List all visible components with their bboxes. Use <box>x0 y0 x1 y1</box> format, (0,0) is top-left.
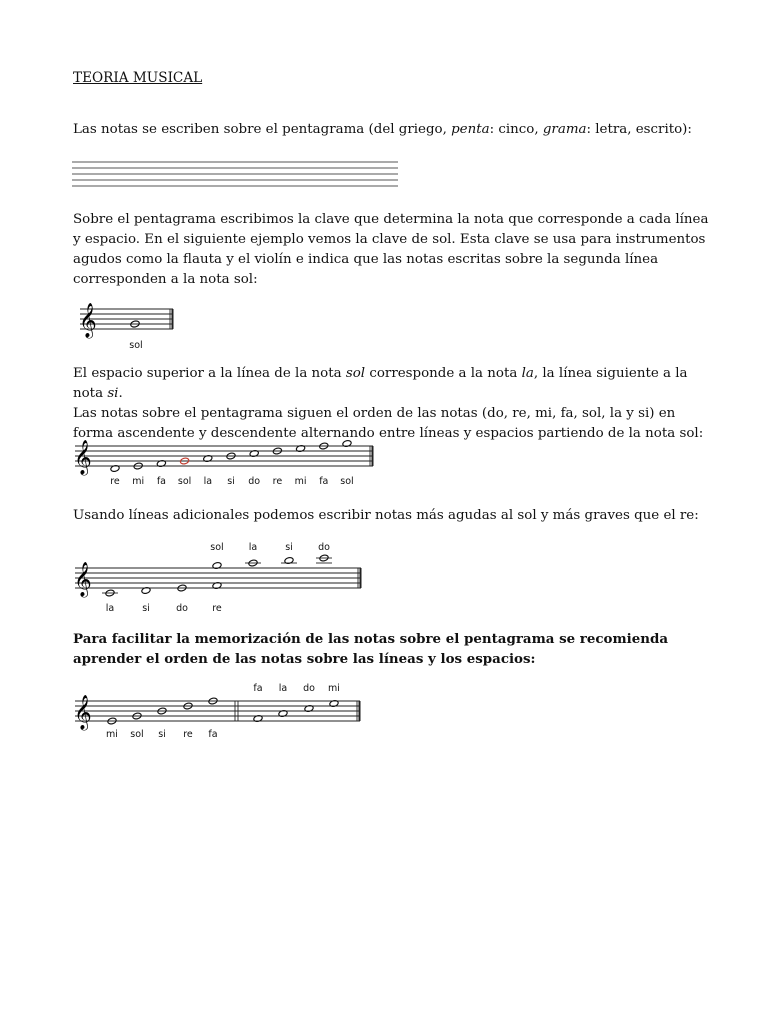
note-la <box>248 559 258 567</box>
treble-clef-icon: 𝄞 <box>79 303 97 338</box>
note-fa <box>253 715 263 723</box>
note-label: re <box>183 729 193 740</box>
note-si <box>157 707 167 715</box>
note-label: do <box>248 476 261 487</box>
note-label: fa <box>319 476 329 487</box>
note-si <box>226 452 236 460</box>
note-label: la <box>248 542 258 553</box>
note-label: re <box>212 603 222 614</box>
note-si <box>284 557 294 565</box>
note-label: si <box>158 729 166 740</box>
note-label: sol <box>130 729 144 740</box>
note-label: la <box>278 683 288 694</box>
treble-clef-icon: 𝄞 <box>74 440 92 475</box>
note-fa <box>157 460 167 468</box>
note-label: fa <box>253 683 263 694</box>
note-label: do <box>176 603 188 614</box>
note-label: la <box>203 476 213 487</box>
note-mi <box>107 717 117 725</box>
page-title: TEORIA MUSICAL <box>73 70 203 86</box>
note-do <box>177 584 187 592</box>
note-label: sol <box>177 476 192 487</box>
ledger-paragraph: Usando líneas adicionales podemos escribir notas más agudas al sol y más graves que el re: <box>73 508 699 523</box>
note-label: mi <box>328 683 340 694</box>
note-label: la <box>105 603 115 614</box>
clef-paragraph: Sobre el pentagrama escribimos la clave que determina la nota que corresponde a cada línea y espacio. En el siguiente ejemplo vemos la clave de sol. Esta clave se usa para instrumentos agudos como la flauta y el violín e indica que las notas escritas sobre la segunda línea corresponden a la nota sol: <box>73 212 709 287</box>
note-re <box>212 582 222 590</box>
treble-clef-icon: 𝄞 <box>74 695 92 730</box>
note-la <box>278 710 288 718</box>
note-label: fa <box>156 476 166 487</box>
note-label: re <box>110 476 120 487</box>
note-re <box>183 702 193 710</box>
note-re <box>110 465 120 473</box>
note-sol <box>132 712 142 720</box>
note-re <box>273 447 283 455</box>
note-mi <box>329 700 339 708</box>
note-label: si <box>142 603 150 614</box>
note-label: mi <box>294 476 307 487</box>
note-la <box>105 589 115 597</box>
note-label: sol <box>210 542 224 553</box>
note-label: mi <box>132 476 145 487</box>
note-label: mi <box>106 729 118 740</box>
note-label: si <box>227 476 235 487</box>
note-sol <box>130 320 140 328</box>
note-label: do <box>318 542 330 553</box>
note-mi <box>296 445 306 453</box>
note-label: re <box>272 476 283 487</box>
note-label: si <box>285 542 293 553</box>
note-la <box>203 455 213 463</box>
note-sol <box>212 562 222 570</box>
note-si <box>141 587 151 595</box>
note-do <box>304 705 314 713</box>
treble-clef-icon: 𝄞 <box>74 562 92 597</box>
note-do <box>319 554 329 562</box>
note-label: fa <box>208 729 218 740</box>
intro-paragraph: Las notas se escriben sobre el pentagrama (del griego, penta: cinco, grama: letra, escrito): <box>73 122 692 137</box>
order-paragraph: El espacio superior a la línea de la nota sol corresponde a la nota la, la línea siguiente a la nota si. Las notas sobre el pentagrama siguen el orden de las notas (do, re, mi, fa, sol, la y si) en forma ascendente y descendente alternando entre líneas y espacios partiendo de la nota sol: <box>73 366 704 441</box>
memorize-paragraph: Para facilitar la memorización de las notas sobre el pentagrama se recomienda aprender el orden de las notas sobre las líneas y los espacios: <box>73 631 669 667</box>
note-fa <box>208 697 218 705</box>
note-label: sol <box>129 340 143 351</box>
note-label: sol <box>340 476 354 487</box>
note-sol <box>180 457 190 465</box>
note-label: do <box>303 683 315 694</box>
note-mi <box>133 462 143 470</box>
note-do <box>249 450 259 458</box>
